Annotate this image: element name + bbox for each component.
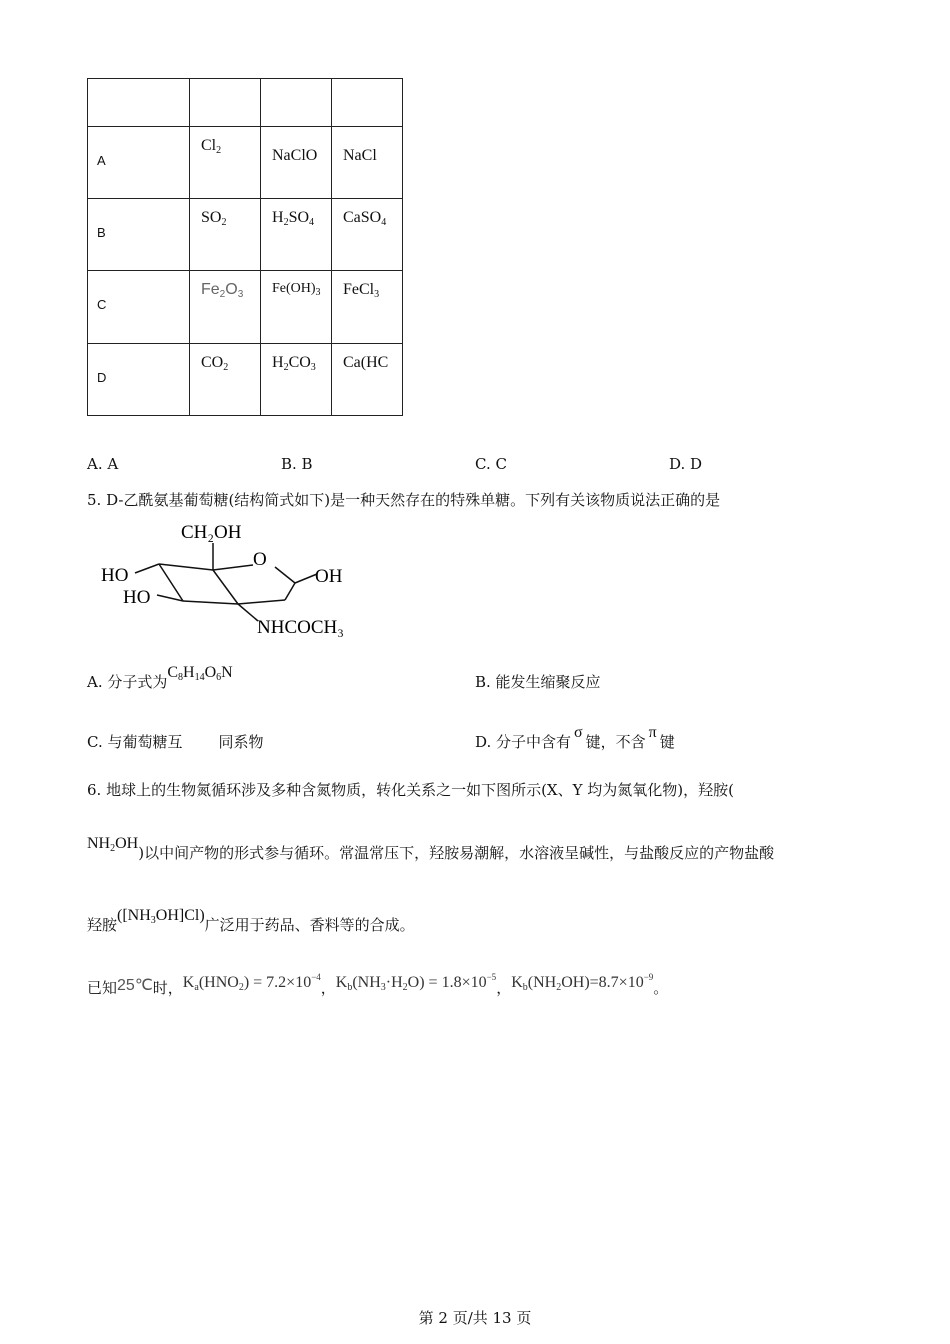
header-cell [332,79,403,127]
header-cell [261,79,332,127]
q5-option-a: A. 分子式为$C_8H_{14}O_6N$ [87,664,233,691]
row-label: C [88,271,190,344]
q5-option-b: B. 能发生缩聚反应 [475,673,601,691]
table-header-row [88,79,403,127]
q5-stem: 5. D-乙酰氨基葡萄糖(结构简式如下)是一种天然存在的特殊单糖。下列有关该物质说法正确的是 [87,491,721,509]
table-row [88,271,403,344]
cell: $H_2SO_4$ [261,199,332,271]
q4-option-b: B. B [281,455,313,473]
cell: $CO_2$ [190,344,261,416]
cell: Ca(HC [332,344,403,416]
table-row [88,127,403,199]
row-label: B [88,199,190,271]
page-footer: 第 2 页/共 13 页 [418,1309,532,1327]
q5-option-c: C. 与葡萄糖互 同系物 [87,733,264,751]
q4-option-c: C. C [475,455,507,473]
cell: $Fe(OH)_3$ [261,271,332,344]
cell: FeCl$_3$ [332,271,403,344]
cell: NaClO [261,127,332,199]
cell: $SO_2$ [190,199,261,271]
header-cell [190,79,261,127]
cell: $Fe_2O_3$ [190,271,261,344]
cell: CaSO$_4$ [332,199,403,271]
cell: $Cl_2$ [190,127,261,199]
q6-line-2: $NH_2OH$)以中间产物的形式参与循环。常温常压下，羟胺易潮解，水溶液呈碱性，与盐酸反应的产物盐酸 [87,835,775,862]
q5-option-d: D. 分子中含有σ键，不含π键 [475,724,675,751]
oh-label: OH [315,566,343,587]
nhcoch3-label: NHCOCH₃ [257,617,344,638]
table-row [88,199,403,271]
cell: $H_2CO_3$ [261,344,332,416]
reagent-table [87,78,403,416]
ho-label-2: HO [123,587,151,608]
q4-option-d: D. D [669,455,703,473]
row-label: D [88,344,190,416]
ring-oxygen-label: O [253,549,267,570]
header-cell [88,79,190,127]
glucosamine-structure [95,515,375,645]
ch2oh-label: CH₂OH [181,522,242,543]
q6-line-3: 羟胺$([NH_3OH]Cl)$广泛用于药品、香料等的合成。 [87,907,415,934]
table-row [88,344,403,416]
q4-option-a: A. A [87,455,119,473]
row-label: A [88,127,190,199]
ho-label-1: HO [101,565,129,586]
cell: NaCl [332,127,403,199]
q6-line-4: 已知25℃时，$K_a(HNO_2) = 7.2\times 10^{-4}$，$K_b(NH_3\cdot H_2O) = 1.8\times 10^{-5}$，$K_b(NH_2OH)=8.7\times 10^{-9}$。 [87,972,669,997]
q6-line-1: 6. 地球上的生物氮循环涉及多种含氮物质，转化关系之一如下图所示(X、Y 均为氮氧化物)，羟胺( [87,781,734,799]
